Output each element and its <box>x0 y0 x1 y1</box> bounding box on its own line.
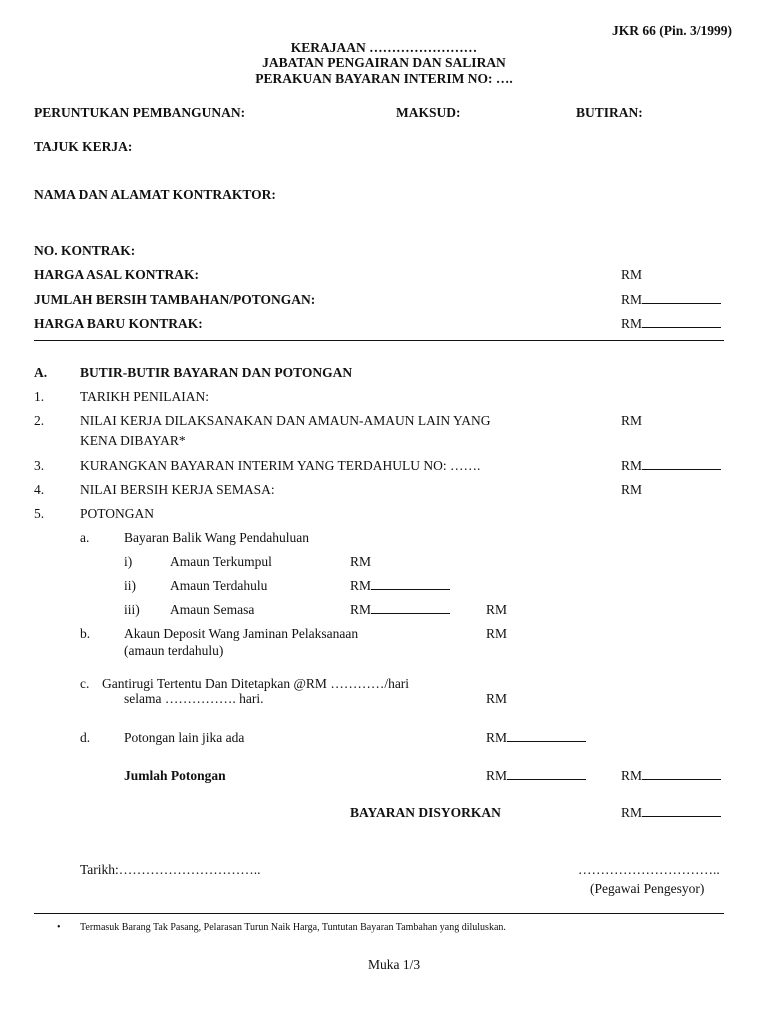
divider-bottom <box>34 913 724 914</box>
jumlah-potongan-rm: RM <box>486 768 586 784</box>
harga-baru-label: HARGA BARU KONTRAK: <box>34 316 203 331</box>
item-2-text-line2: KENA DIBAYAR* <box>80 433 186 448</box>
sub-iii-blank[interactable] <box>371 602 450 614</box>
butiran-label: BUTIRAN: <box>576 105 643 120</box>
potongan-b-label: b. <box>80 626 91 641</box>
harga-asal-label: HARGA ASAL KONTRAK: <box>34 267 200 282</box>
item-2-rm: RM <box>621 413 643 428</box>
item-4-text: NILAI BERSIH KERJA SEMASA: <box>80 482 275 497</box>
potongan-d-rm: RM <box>486 730 586 746</box>
potongan-d-text: Potongan lain jika ada <box>124 730 245 745</box>
header-jabatan: JABATAN PENGAIRAN DAN SALIRAN <box>262 55 506 70</box>
section-a-label: A. <box>34 365 48 380</box>
tarikh-field: Tarikh:………………………….. <box>80 862 261 877</box>
potongan-a-title: Bayaran Balik Wang Pendahuluan <box>124 530 309 545</box>
harga-baru-rm: RM <box>621 316 721 332</box>
potongan-d-label: d. <box>80 730 91 745</box>
item-1-num: 1. <box>34 389 45 404</box>
sub-iii-text: Amaun Semasa <box>170 602 255 617</box>
harga-asal-rm: RM <box>621 267 643 282</box>
kontraktor-label: NAMA DAN ALAMAT KONTRAKTOR: <box>34 187 276 202</box>
signature-line: ………………………….. <box>578 862 720 877</box>
harga-baru-blank[interactable] <box>642 316 721 328</box>
divider-top <box>34 340 724 341</box>
pegawai-label: (Pegawai Pengesyor) <box>590 881 705 896</box>
jumlah-potongan-blank[interactable] <box>507 768 586 780</box>
item-3-rm: RM <box>621 458 721 474</box>
potongan-c-label: c. <box>80 676 90 691</box>
potongan-c-text: Gantirugi Tertentu Dan Ditetapkan @RM …………/hari <box>102 676 410 691</box>
sub-i-num: i) <box>124 554 133 569</box>
no-kontrak-label: NO. KONTRAK: <box>34 243 136 258</box>
potongan-a-label: a. <box>80 530 90 545</box>
section-a-title: BUTIR-BUTIR BAYARAN DAN POTONGAN <box>80 365 353 380</box>
bayaran-disyorkan-label: BAYARAN DISYORKAN <box>350 805 501 820</box>
item-3-blank[interactable] <box>642 458 721 470</box>
sub-ii-rm: RM <box>350 578 450 594</box>
sub-ii-blank[interactable] <box>371 578 450 590</box>
item-3-num: 3. <box>34 458 45 473</box>
sub-ii-num: ii) <box>124 578 136 593</box>
jumlah-bersih-rm: RM <box>621 292 721 308</box>
potongan-a-total-rm: RM <box>486 602 508 617</box>
sub-i-text: Amaun Terkumpul <box>170 554 272 569</box>
item-3-text: KURANGKAN BAYARAN INTERIM YANG TERDAHULU NO: ……. <box>80 458 481 473</box>
doc-reference: JKR 66 (Pin. 3/1999) <box>612 23 732 38</box>
potongan-b-text-line2: (amaun terdahulu) <box>124 643 224 658</box>
bayaran-disyorkan-blank[interactable] <box>642 805 721 817</box>
header-perakuan: PERAKUAN BAYARAN INTERIM NO: …. <box>255 71 513 86</box>
item-2-text: NILAI KERJA DILAKSANAKAN DAN AMAUN-AMAUN LAIN YANG <box>80 413 491 428</box>
potongan-b-rm: RM <box>486 626 508 641</box>
jumlah-bersih-label: JUMLAH BERSIH TAMBAHAN/POTONGAN: <box>34 292 316 307</box>
item-5-num: 5. <box>34 506 45 521</box>
item-2-num: 2. <box>34 413 45 428</box>
sub-i-rm: RM <box>350 554 372 569</box>
jumlah-bersih-blank[interactable] <box>642 292 721 304</box>
potongan-c-rm: RM <box>486 691 508 706</box>
page-number: Muka 1/3 <box>368 957 421 972</box>
item-1-text: TARIKH PENILAIAN: <box>80 389 210 404</box>
potongan-d-blank[interactable] <box>507 730 586 742</box>
sub-iii-num: iii) <box>124 602 140 617</box>
peruntukan-label: PERUNTUKAN PEMBANGUNAN: <box>34 105 246 120</box>
sub-iii-rm: RM <box>350 602 450 618</box>
bayaran-disyorkan-rm: RM <box>621 805 721 821</box>
maksud-label: MAKSUD: <box>396 105 461 120</box>
jumlah-potongan-total-rm: RM <box>621 768 721 784</box>
potongan-b-text: Akaun Deposit Wang Jaminan Pelaksanaan <box>124 626 359 641</box>
item-4-num: 4. <box>34 482 45 497</box>
jumlah-potongan-total-blank[interactable] <box>642 768 721 780</box>
tajuk-kerja-label: TAJUK KERJA: <box>34 139 133 154</box>
header-kerajaan: KERAJAAN …………………… <box>290 40 478 55</box>
footnote-text: Termasuk Barang Tak Pasang, Pelarasan Turun Naik Harga, Tuntutan Bayaran Tambahan yang diluluskan. <box>80 922 506 933</box>
item-5-text: POTONGAN <box>80 506 155 521</box>
potongan-c-text-line2: selama ……………. hari. <box>124 691 264 706</box>
footnote-bullet: • <box>57 922 61 933</box>
sub-ii-text: Amaun Terdahulu <box>170 578 268 593</box>
item-4-rm: RM <box>621 482 643 497</box>
jumlah-potongan-label: Jumlah Potongan <box>124 768 226 783</box>
